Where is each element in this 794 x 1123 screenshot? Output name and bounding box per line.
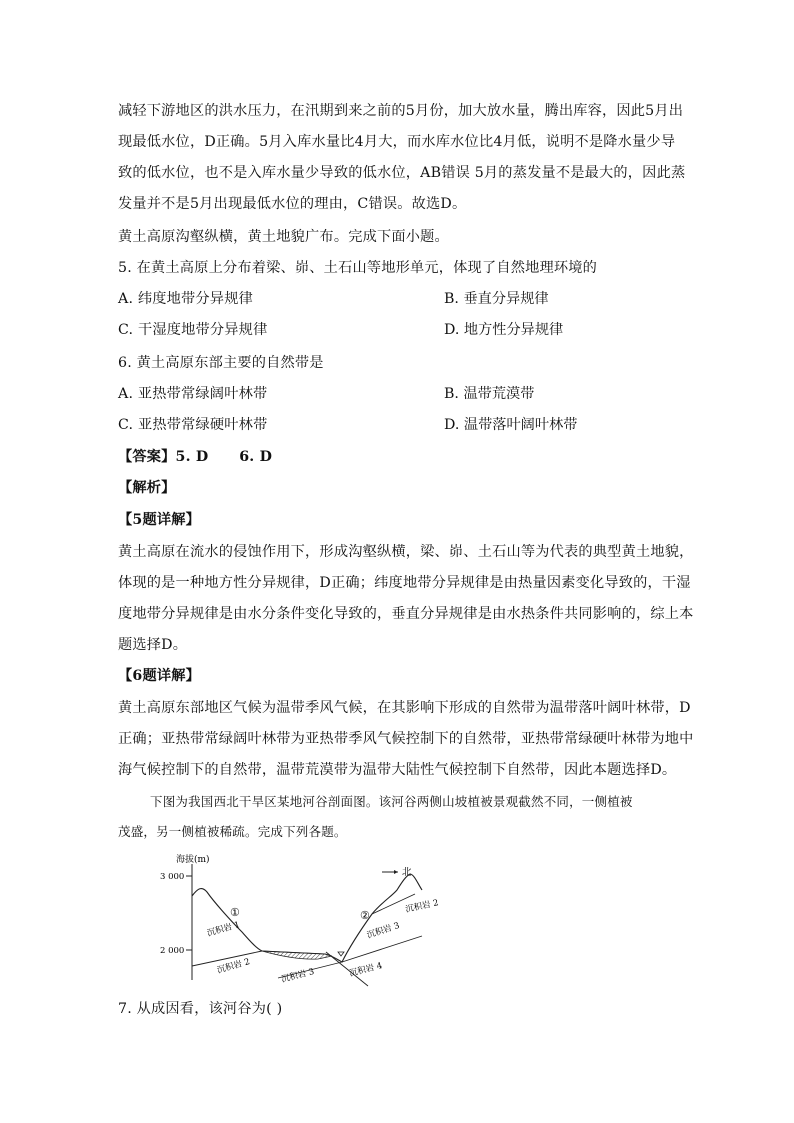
tick-label-2000: 2 000 [160,946,185,956]
figure-caption-line: 茂盛，另一侧植被稀疏。完成下列各题。 [118,824,347,839]
y-axis-label: 海拔(m) [176,855,210,865]
rock-label: 沉积岩 3 [280,967,316,985]
q5-detail-line: 体现的是一种地方性分异规律，D正确；纬度地带分异规律是由热量因素变化导致的，干湿 [118,575,691,591]
paragraph-line: 致的低水位，也不是入库水量少导致的低水位，AB错误 5月的蒸发量不是最大的，因此蒸 [118,165,686,181]
q5-detail-label: 【5题详解】 [118,512,201,528]
q5-option-d: D. 地方性分异规律 [444,322,564,338]
paragraph-line: 发量并不是5月出现最低水位的理由，C错误。故选D。 [118,196,467,212]
q6-detail-line: 正确；亚热带常绿阔叶林带为亚热带季风气候控制下的自然带，亚热带常绿硬叶林带为地中 [118,731,694,747]
q5-option-a: A. 纬度地带分异规律 [118,291,253,307]
q5-option-b: B. 垂直分异规律 [444,291,549,307]
valley-profile-diagram [150,848,450,988]
north-label: 北 [402,867,412,878]
group-intro: 黄土高原沟壑纵横，黄土地貌广布。完成下面小题。 [118,229,449,245]
figure-caption-line: 下图为我国西北干旱区某地河谷剖面图。该河谷两侧山坡植被景观截然不同，一侧植被 [150,794,633,809]
marker-2: ② [360,909,370,922]
rock-label: 沉积岩 2 [404,898,440,915]
q6-option-d: D. 温带落叶阔叶林带 [444,417,578,433]
q6-detail-line: 海气候控制下的自然带，温带荒漠带为温带大陆性气候控制下自然带，因此本题选择D。 [118,762,677,778]
question-6-stem: 6. 黄土高原东部主要的自然带是 [118,355,324,371]
q5-detail-line: 度地带分异规律是由水分条件变化导致的，垂直分异规律是由水热条件共同影响的，综上本 [118,606,694,622]
rock-label: 沉积岩 4 [348,961,384,979]
analysis-label: 【解析】 [118,480,176,496]
rock-label: 沉积岩 2 [216,957,252,976]
q5-option-c: C. 干湿度地带分异规律 [118,322,268,338]
answer-line: 【答案】5. D 6. D [118,449,273,465]
rock-label: 沉积岩 1 [206,920,242,939]
q5-detail-line: 题选择D。 [118,637,188,653]
north-arrowhead [394,870,398,874]
question-5-stem: 5. 在黄土高原上分布着梁、峁、土石山等地形单元，体现了自然地理环境的 [118,260,598,276]
water-level-marker [338,952,344,956]
q5-detail-line: 黄土高原在流水的侵蚀作用下，形成沟壑纵横，梁、峁、土石山等为代表的典型黄土地貌， [118,544,694,560]
q6-option-b: B. 温带荒漠带 [444,386,535,402]
rock-label: 沉积岩 3 [365,920,401,941]
question-7-stem: 7. 从成因看，该河谷为( ) [118,1001,283,1017]
marker-1: ① [230,906,240,919]
q6-option-a: A. 亚热带常绿阔叶林带 [118,386,268,402]
q6-option-c: C. 亚热带常绿硬叶林带 [118,417,268,433]
terrain-profile [192,874,422,962]
paragraph-line: 现最低水位，D正确。5月入库水量比4月大，而水库水位比4月低，说明不是降水量少导 [118,134,676,150]
q6-detail-label: 【6题详解】 [118,668,201,684]
paragraph-line: 减轻下游地区的洪水压力，在汛期到来之前的5月份，加大放水量，腾出库容，因此5月出 [118,103,684,119]
q6-detail-line: 黄土高原东部地区气候为温带季风气候，在其影响下形成的自然带为温带落叶阔叶林带，D [118,700,691,716]
tick-label-3000: 3 000 [160,872,185,882]
